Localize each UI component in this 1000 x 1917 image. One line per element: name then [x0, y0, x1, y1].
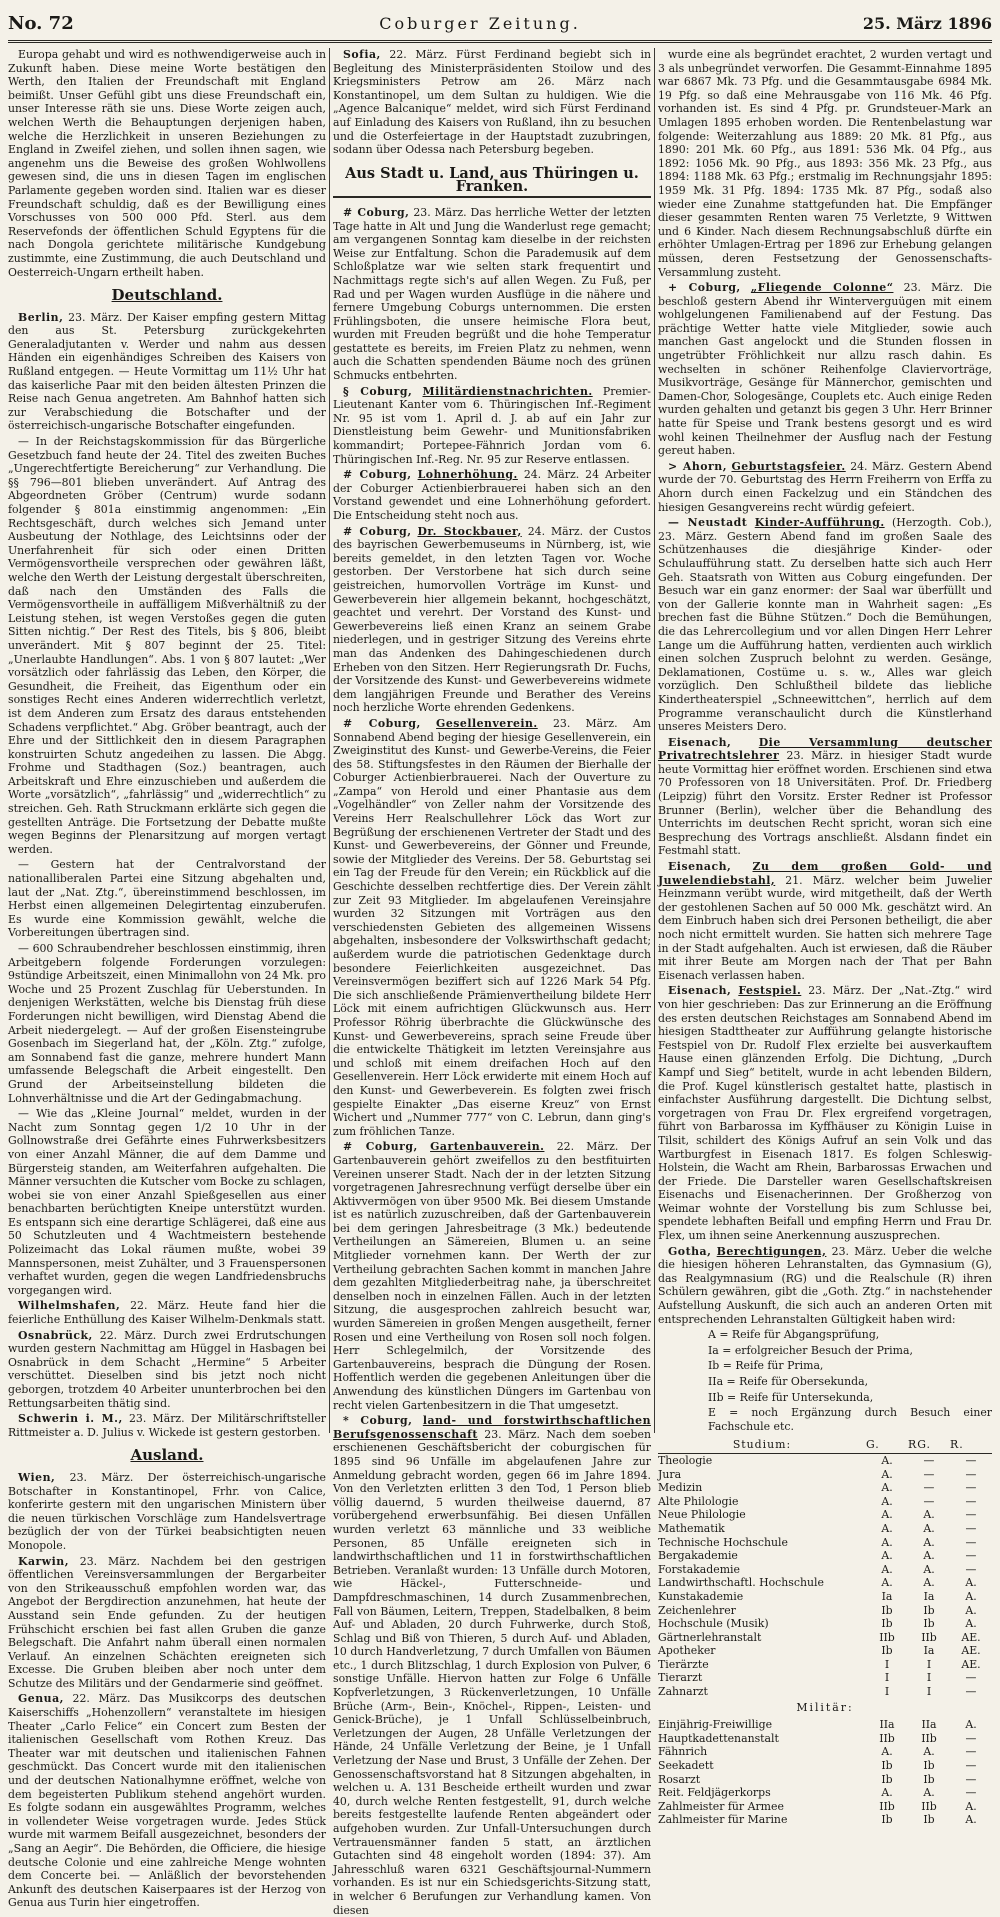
table-cell: A.	[923, 1745, 935, 1759]
table-cell: Ib	[923, 1603, 935, 1617]
section-heading-local: Aus Stadt u. Land, aus Thüringen u. Franken.	[333, 167, 651, 198]
row-label: Reit. Feldjägerkorps	[658, 1786, 771, 1800]
table-header-row	[658, 1437, 992, 1453]
military-table	[658, 1718, 992, 1827]
table-row	[658, 1732, 992, 1746]
table-cell: —	[965, 1786, 977, 1800]
table-cell: Ia	[923, 1644, 935, 1658]
column-3	[658, 48, 993, 1827]
table-cell: A.	[881, 1562, 893, 1576]
table-cell: —	[923, 1494, 935, 1508]
table-row	[658, 1773, 992, 1787]
section-heading-deutschland: Deutschland.	[111, 286, 223, 305]
article-militaer: § Coburg, Militärdienstnachrichten. Premier-Lieutenant Kanter vom 6. Thüringischen Inf.-Regiment Nr. 95 ist vom 1. April d. J. ab auf ein Jahr zur Dienstleistung beim Gewehr- und Munitionsfabriken kommandirt; Portepee-Fähnrich Jordan vom 6. Thüringischen Inf.-Reg. Nr. 95 zur Reserve entlassen.	[333, 384, 651, 466]
table-cell: A.	[923, 1576, 935, 1590]
article-berufsgenossenschaft: * Coburg, land- und forstwirthschaftlichen Berufsgenossenschaft 23. März. Nach dem soeben erschienenen Geschäftsbericht der coburgischen für 1895 sind 96 Unfälle im abgelaufenen Jahre zur Anmeldung gebracht worden, gegen 66 im Jahre 1894. Von den Verletzten erlitten 3 den Tod, 1 Person blieb völlig dauernd, 5 wurden theilweise dauernd, 87 vorübergehend erwerbsunfähig. Bei diesen Unfällen wurden verletzt 63 männliche und 33 weibliche Personen, 85 Unfälle ereigneten sich in landwirthschaftlichen und 11 in forstwirthschaftlichen Betrieben. Veranlaßt wurden: 13 Unfälle durch Motoren, wie Häckel-, Futterschneide- und Dampfdreschmaschinen, 14 durch Zusammenbrechen, Fall von Bäumen, Leitern, Treppen, Stadelbalken, 8 beim Auf- und Abladen, 20 durch Fuhrwerke, durch Stoß, Schlag und Biß von Thieren, 5 durch Auf- und Abladen, 10 durch Handverletzung, 7 durch Umfallen von Bäumen etc., 1 durch Blitzschlag, 1 durch Explosion von Pulver, 6 sonstige Unfälle. Hiervon hatten zur Folge 6 Unfälle Kopfverletzungen, 3 Rückenverletzungen, 10 Unfälle Brüche (Arm-, Bein-, Knöchel-, Rippen-, Leisten- und Genick-Brüche), je 1 Unfall Schlüsselbeinbruch, Verletzungen der Augen, 28 Unfälle Verletzungen der Hände, 24 Unfälle Verletzung der Beine, je 1 Unfall Verletzung der Nase und Brust, 3 Unfälle der Zehen. Der Genossenschaftsvorstand hat 8 Sitzungen abgehalten, in welchen u. A. 131 Bescheide ertheilt wurden und zwar 40, durch welche Renten festgestellt, 91, durch welche bereits festgestellte laufende Renten abgeändert oder aufgehoben wurden. Zur Unfall-Untersuchungen durch Vertrauensmänner fanden 5 statt, an ärztlichen Gutachten sind 48 eingeholt worden (1894: 37). Am Jahresschluß waren 6321 Geschäftsjournal-Nummern vorhanden. Es ist nur ein Schiedsgerichts-Sitzung statt, in welcher 6 Berufungen zur Verhandlung kamen. Von diesen	[333, 1414, 651, 1917]
table-cell: AE.	[961, 1644, 981, 1658]
study-rows	[658, 1453, 992, 1698]
table-cell: IIa	[921, 1718, 937, 1732]
table-cell: Ib	[881, 1813, 893, 1827]
table-row	[658, 1590, 992, 1604]
article-eisenach-versammlung: Eisenach, Die Versammlung deutscher Privatrechtslehrer 23. März. in hiesiger Stadt wurde heute Vormittag hier eröffnet worden. Erschienen sind etwa 70 Professoren von 18 Universitäten. Prof. Dr. Friedberg (Leipzig) führt den Vorsitz. Erster Redner ist Professor Brunner (Berlin), welcher über die Behandlung des Unterrichts im deutschen Recht spricht, woran sich eine Besprechung des Vortrags anschließt. Alsdann findet ein Festmahl statt.	[658, 735, 992, 858]
article-colonne: + Coburg, „Fliegende Colonne“ 23. März. Die beschloß gestern Abend ihr Winterverguügen mit einem wohlgelungenen Familienabend auf der Festung. Das prächtige Wetter hatte viele Mitglieder, sowie auch manchen Gast angelockt und die Stunden flossen in ungetrübter Fröhlichkeit nur allzu rasch dahin. Es wechselten in schöner Reihenfolge Claviervorträge, Musikvorträge, Gesänge für Männerchor, gemischten und Damen-Chor, Sologesänge, Couplets etc. Auch einige Reden wurden gehalten und getanzt bis gegen 3 Uhr. Herr Brinner hatte für Speise und Trank bestens gesorgt und es wird wohl keinen Theilnehmer der Ausflug nach der Festung gereut haben.	[658, 281, 992, 458]
table-cell: IIb	[879, 1630, 895, 1644]
entitlements-table	[658, 1437, 992, 1698]
table-cell: A.	[923, 1535, 935, 1549]
table-cell: A.	[923, 1521, 935, 1535]
table-cell: Ib	[881, 1759, 893, 1773]
table-row	[658, 1563, 992, 1577]
row-label: Bergakademie	[658, 1549, 738, 1563]
row-label: Fähnrich	[658, 1745, 708, 1759]
column-divider	[654, 48, 655, 1433]
table-cell: A.	[881, 1576, 893, 1590]
table-cell: —	[965, 1481, 977, 1495]
table-cell: —	[965, 1467, 977, 1481]
row-label: Zahnarzt	[658, 1685, 708, 1699]
article-gesellenverein: # Coburg, Gesellenverein. 23. März. Am Sonnabend Abend beging der hiesige Gesellenverein, ein Zweiginstitut des Kunst- und Gewerbe-Vereins, die Feier des 58. Stiftungsfestes in den Räumen der Bierhalle der Coburger Actienbierbrauerei. Nach der Ouverture zu „Zampa“ von Herold und einer Phantasie aus dem „Vogelhändler“ von Zeller nahm der Vorsitzende des Vereins Herr Realschullehrer Löck das Wort zur Begrüßung der erschienenen Vertreter der Stadt und des Kunst- und Gewerbevereins, der Gönner und Freunde, sowie der Mitglieder des Vereins. Der 58. Geburtstag sei ein Tag der Freude für den Verein; ein Rückblick auf die Geschichte desselben rechtfertige dies. Der Verein zählt zur Zeit 93 Mitglieder. Im abgelaufenen Vereinsjahre wurden 32 Sitzungen mit Vorträgen aus den verschiedensten Gebieten des allgemeinen Wissens abgehalten, insbesondere der Volkswirthschaft gedacht; außerdem wurde die patriotischen Gedenktage durch besondere Feierlichkeiten ausgezeichnet. Das Vereinsvermögen beziffert sich auf 1226 Mark 54 Pfg. Die sich anschließende Prämienvertheilung bildete Herr Löck mit einem aufrichtigen Glückwunsch aus. Herr Professor Röhrig überbrachte die Glückwünsche des Kunst- und Gewerbevereins, sprach seine Freude über die entwickelte Thätigkeit im letzten Vereinsjahre aus und schloß mit einem dreifachen Hoch auf den Gesellenverein. Herr Löck erwiderte mit einem Hoch auf den Kunst- und Gewerbeverein. Es folgten zwei frisch gespielte Einakter „Das eiserne Kreuz“ von Ernst Wichert und „Nummer 777“ von C. Lebrun, dann ging's zum fröhlichen Tanze.	[333, 716, 651, 1138]
column-header: RG.	[908, 1437, 950, 1453]
row-label: Hochschule (Musik)	[658, 1617, 769, 1631]
table-cell: Ia	[881, 1589, 893, 1603]
table-row	[658, 1495, 992, 1509]
row-label: Forstakademie	[658, 1562, 740, 1576]
table-cell: I	[926, 1671, 932, 1685]
row-label: Alte Philologie	[658, 1494, 739, 1508]
table-row	[658, 1549, 992, 1563]
table-cell: IIa	[879, 1718, 895, 1732]
row-label: Rosarzt	[658, 1772, 701, 1786]
column-header: R.	[950, 1437, 992, 1453]
table-row	[658, 1658, 992, 1672]
article-neustadt: — Neustadt Kinder-Aufführung. (Herzogth. Cob.), 23. März. Gestern Abend fand im großen Saale des Schützenhauses die diesjährige Kinder- oder Schulaufführung statt. Zu derselben hatte sich auch Herr Geh. Staatsrath von Witten aus Coburg eingefunden. Der Besuch war ein ganz enormer: der Saal war überfüllt und von der Gallerie konnte man in Wahrheit sagen: „Es brechen fast die Bühne Stützen.“ Doch die Bemühungen, die das Lehrercollegium und vor allen Dingen Herr Lehrer Lange um die Aufführung hatten, verdienten auch wirklich einen solchen Zuspruch belohnt zu werden. Gesänge, Deklamationen, Costüme u. s. w., Alles war gleich vorzüglich. Den Schlußtheil bildete das liebliche Kindertheaterspiel „Schneewittchen“, herrlich auf dem Programme veranschaulicht durch die Künstlerhand unseres Meisters Dero.	[658, 516, 992, 734]
military-rows	[658, 1718, 992, 1827]
table-cell: Ib	[881, 1617, 893, 1631]
row-label: Tierarzt	[658, 1671, 703, 1685]
masthead	[8, 6, 992, 43]
article-nationalliberal: — Gestern hat der Centralvorstand der nationalliberalen Partei eine Sitzung abgehalten und, laut der „Nat. Ztg.“, übereinstimmend beschlossen, im Herbst einen allgemeinen Delegirtentag einzuberufen. Es wurde eine Kommission gewählt, welche die Vorbereitungen übertragen sind.	[8, 858, 326, 940]
table-row	[658, 1800, 992, 1814]
table-cell: A.	[965, 1576, 977, 1590]
section-heading-ausland: Ausland.	[130, 1446, 204, 1465]
row-label: Einjährig-Freiwillige	[658, 1718, 773, 1732]
article-wien: Wien, 23. März. Der österreichisch-ungarische Botschafter in Konstantinopel, Frhr. von Calice, konferirte gestern mit den ungarischen Ministern über die neuen türkischen Vorschläge zum Handelsvertrage bezüglich der von der Türkei beabsichtigten neuen Monopole.	[8, 1470, 326, 1552]
table-cell: I	[926, 1657, 932, 1671]
table-cell: IIb	[921, 1731, 937, 1745]
row-label: Seekadett	[658, 1759, 714, 1773]
table-cell: Ib	[881, 1603, 893, 1617]
article-strike: — 600 Schraubendreher beschlossen einstimmig, ihren Arbeitgebern folgende Forderungen vorzulegen: 9stündige Arbeitszeit, einen Minimallohn von 24 Mk. pro Woche und 25 Prozent Zuschlag für Ueberstunden. In denjenigen Werkstätten, welche bis Dienstag früh diese Forderungen nicht bewilligen, wird Dienstag Abend die Arbeit niedergelegt. — Auf der großen Eisensteingrube Gosenbach im Siegerland hat, der „Köln. Ztg.“ zufolge, am Sonnabend fast die ganze, mehrere hundert Mann umfassende Belegschaft die Arbeit eingestellt. Den Grund der Arbeitseinstellung bildeten die Lohnverhältnisse und die Art der Gedingabmachung.	[8, 942, 326, 1105]
article-sofia: Sofia, 22. März. Fürst Ferdinand begiebt sich in Begleitung des Ministerpräsidenten Stoilow und des Kriegsministers Petrow am 26. März nach Konstantinopel, um dem Sultan zu huldigen. Wie die „Agence Balcanique“ meldet, wird sich Fürst Ferdinand auf Einladung des Kaisers von Rußland, ihn zu besuchen und die Osterfeiertage in der Hauptstadt zuzubringen, sodann über Odessa nach Petersburg begeben.	[333, 48, 651, 157]
row-label: Neue Philologie	[658, 1508, 746, 1522]
article-paragraph: wurde eine als begründet erachtet, 2 wurden vertagt und 3 als unbegründet verworfen. Die Gesammt-Einnahme 1895 war 6867 Mk. 73 Pfg. und die Gesammtausgabe 6984 Mk. 19 Pfg. so daß eine Mehrausgabe von 116 Mk. 46 Pfg. vorhanden ist. Es sind 4 Pfg. pr. Grundsteuer-Mark an Umlagen 1895 erhoben worden. Die Rentenbelastung war folgende: Weiterzahlung aus 1889: 20 Mk. 81 Pfg., aus 1890: 201 Mk. 60 Pfg., aus 1891: 536 Mk. 04 Pfg., aus 1892: 1056 Mk. 90 Pfg., aus 1893: 356 Mk. 23 Pfg., aus 1894: 1188 Mk. 63 Pfg.; erstmalig im Rechnungsjahr 1895: 1959 Mk. 31 Pfg. 1894: 1735 Mk. 87 Pfg., sodaß also wieder eine Zunahme stattgefunden hat. Die Empfänger dieser gesammten Renten waren 75 Verletzte, 9 Wittwen und 6 Kinder. Nach diesem Rechnungsabschluß dürfte ein erhöhter Umlagen-Ertrag per 1896 zur Erhebung gelangen müssen, deren Festsetzung der Genossenschafts-Versammlung zusteht.	[658, 48, 992, 279]
table-cell: A.	[881, 1481, 893, 1495]
table-cell: —	[965, 1759, 977, 1773]
table-cell: —	[965, 1745, 977, 1759]
row-label: Medizin	[658, 1481, 703, 1495]
column-2	[333, 48, 652, 1917]
table-cell: Ib	[923, 1772, 935, 1786]
table-row	[658, 1759, 992, 1773]
table-cell: I	[884, 1685, 890, 1699]
table-cell: A.	[965, 1813, 977, 1827]
table-row	[658, 1576, 992, 1590]
article-genua: Genua, 22. März. Das Musikcorps des deutschen Kaiserschiffs „Hohenzollern“ veranstaltete im hiesigen Theater „Carlo Felice“ ein Concert zum Besten der italienischen Gesellschaft vom Rothen Kreuz. Das Theater war mit deutschen und italienischen Fahnen geschmückt. Das Concert wurde mit den italienischen und der deutschen Nationalhymne eröffnet, welche von dem begeisterten Publikum stehend angehört wurden. Es folgte sodann ein ausgewähltes Programm, welches in vollendeter Weise vorgetragen wurde. Jedes Stück wurde mit warmem Beifall ausgezeichnet, besonders der „Sang an Aegir“. Die Behörden, die Officiere, die hiesige deutsche Colonie und eine zahlreiche Menge wohnten dem Concerte bei. — Anläßlich der bevorstehenden Ankunft des deutschen Kaiserpaares ist der Herzog von Genua aus Turin hier eingetroffen.	[8, 1692, 326, 1910]
column-divider	[329, 48, 330, 1433]
table-cell: —	[965, 1494, 977, 1508]
table-cell: IIb	[879, 1731, 895, 1745]
article-osnabrueck: Osnabrück, 22. März. Durch zwei Erdrutschungen wurden gestern Nachmittag am Hüggel in Hasbagen bei Osnabrück in dem Schacht „Hermine“ 5 Arbeiter verschüttet. Dieselben sind bis jetzt noch nicht geborgen, trotzdem 40 Arbeiter ununterbrochen bei den Rettungsarbeiten thätig sind.	[8, 1328, 326, 1410]
legend-line: IIb = Reife für Untersekunda,	[708, 1390, 874, 1404]
table-row	[658, 1481, 992, 1495]
table-cell: —	[923, 1481, 935, 1495]
table-row	[658, 1617, 992, 1631]
row-label: Gärtnerlehranstalt	[658, 1630, 762, 1644]
abbreviation-legend	[658, 1328, 992, 1433]
article-ahorn: > Ahorn, Geburtstagsfeier. 24. März. Gestern Abend wurde der 70. Geburtstag des Herrn Freiherrn von Erffa zu Ahorn durch einen Fackelzug und ein Ständchen des hiesigen Gesangvereins recht würdig gefeiert.	[658, 459, 993, 514]
table-row	[658, 1685, 992, 1699]
table-cell: A.	[965, 1617, 977, 1631]
legend-line: Ia = erfolgreicher Besuch der Prima,	[708, 1343, 913, 1357]
legend-line: IIa = Reife für Obersekunda,	[708, 1375, 869, 1388]
legend-line: E = noch Ergänzung durch Besuch einer Fachschule etc.	[708, 1406, 992, 1433]
row-label: Jura	[658, 1467, 682, 1481]
table-cell: A.	[923, 1549, 935, 1563]
table-row	[658, 1644, 992, 1658]
row-label: Zahlmeister für Marine	[658, 1813, 788, 1827]
table-cell: —	[965, 1671, 977, 1685]
table-row	[658, 1453, 992, 1467]
table-cell: —	[965, 1535, 977, 1549]
table-row	[658, 1813, 992, 1827]
table-cell: A.	[965, 1718, 977, 1732]
article-gartenbau: # Coburg, Gartenbauverein. 22. März. Der Gartenbauverein gehört zweifellos zu den bestfituirten Vereinen unserer Stadt. Nach der in der letzten Sitzung vorgetragenen Jahresrechnung verfügt derselbe über ein Aktivvermögen von über 9500 Mk. Bei diesem Umstande ist es natürlich zuzuschreiben, daß der Gartenbauverein bei dem geringen Jahresbeitrage (3 Mk.) bedeutende Vertheilungen an Sämereien, Blumen u. an seine Mitglieder vornehmen kann. Der Werth der zur Vertheilung gebrachten Sachen kommt in manchen Jahre dem gezahlten Mitgliederbeitrag nahe, ja überschreitet denselben noch in einzelnen Fällen. Auch in der letzten Sitzung, die ausgesprochen zahlreich besucht war, wurden Sämereien in großen Mengen ausgetheilt, ferner Rosen und eine Vertheilung von Rosen soll noch folgen. Herr Schlegelmilch, der Vorsitzende des Gartenbauvereins, besprach die Düngung der Rosen. Hoffentlich werden die gegebenen Anleitungen über die Anwendung des künstlichen Düngers im Gartenbau von recht vielen Gartenbesitzern in die That umgesetzt.	[333, 1140, 652, 1412]
table-cell: Ib	[881, 1644, 893, 1658]
table-cell: IIb	[921, 1799, 937, 1813]
row-label: Tierärzte	[658, 1657, 709, 1671]
table-cell: —	[965, 1772, 977, 1786]
table-cell: IIb	[921, 1630, 937, 1644]
table-cell: A.	[881, 1535, 893, 1549]
article-paragraph: Europa gehabt und wird es nothwendigerweise auch in Zukunft haben. Diese meine Worte bestätigen den Werth, den Italien der Freundschaft mit England beimißt. Unser Gefühl gibt uns diese Freundschaft ein, unser Interesse räth sie uns. Diese Worte zeigen auch, welchen Werth die Behauptungen derjenigen haben, welche die Herzlichkeit in unseren Beziehungen zu England in Zweifel ziehen, und sollen ihnen sagen, wie angenehm uns die Beweise des großen Wohlwollens gewesen sind, die uns in diesen Tagen im englischen Parlamente gegeben worden sind. Italien war es dieser Freundschaft schuldig, daß es der Bewilligung eines Vorschusses von 500 000 Pfd. Sterl. aus dem Reservefonds der öffentlichen Schuld Egyptens für die nach Dongola gerichtete militärische Kundgebung zustimmte, eine Zustimmung, die auch Deutschland und Oesterreich-Ungarn ertheilt haben.	[8, 48, 326, 279]
table-row	[658, 1786, 992, 1800]
table-cell: Ib	[923, 1617, 935, 1631]
article-reichstag: — In der Reichstagskommission für das Bürgerliche Gesetzbuch fand heute der 24. Titel des zweiten Buches „Ungerechtfertigte Bereicherung“ zur Verhandlung. Die §§ 796—801 blieben unverändert. Auf Antrag des Abgeordneten Gröber (Centrum) wurde sodann folgender § 801a einstimmig angenommen: „Ein Rechtsgeschäft, durch welches sich Jemand unter Ausbeutung der Nothlage, des Leichtsinns oder der Unerfahrenheit für sich oder einen Dritten Vermögensvortheile versprechen oder gewähren läßt, welche den Werth der Leistung dergestalt überschreiten, daß nach den Umständen des Falls die Vermögensvortheile in auffälligem Mißverhältniß zu der Leistung stehen, ist wegen Verstoßes gegen die guten Sitten nichtig.“ Der Rest des Titels, bis § 806, bleibt unverändert. Mit § 807 beginnt der 25. Titel: „Unerlaubte Handlungen“. Abs. 1 von § 807 lautet: „Wer vorsätzlich oder fahrlässig das Leben, den Körper, die Gesundheit, die Freiheit, das Eigenthum oder ein sonstiges Recht eines Anderen widerrechtlich verletzt, ist dem Anderen zum Ersatz des daraus entstehenden Schadens verpflichtet.“ Abg. Gröber beantragt, auch der Ehre und der Sittlichkeit den in diesem Paragraphen konstruirten Schutz angedeihen zu lassen. Die Abgg. Frohme und Stadthagen (Soz.) beantragen, auch Arbeitskraft und Ehre einzuschieben und außerdem die Worte „vorsätzlich“, „fahrlässig“ und „widerrechtlich“ zu streichen. Geh. Rath Struckmann erklärte sich gegen die gestellten Anträge. Die Fortsetzung der Debatte mußte wegen Beginns der Plenarsitzung auf morgen vertagt werden.	[8, 435, 326, 856]
table-row	[658, 1536, 992, 1550]
table-row	[658, 1604, 992, 1618]
article-kleine-journal: — Wie das „Kleine Journal“ meldet, wurden in der Nacht zum Sonntag gegen 1/2 10 Uhr in der Gollnowstraße drei Gefährte eines Fuhrwerksbesitzers von einer Anzahl Männer, die auf dem Damme und Bürgersteig standen, am Weiterfahren aufgehalten. Die Männer versuchten die Kutscher vom Bocke zu schlagen, wobei sie von einer Anzahl Spießgesellen aus einer benachbarten berüchtigten Kneipe unterstützt wurden. Es entspann sich eine derartige Schlägerei, daß eine aus 50 Schutzleuten und 4 Wachtmeistern bestehende Polizeimacht das Lokal räumen mußte, wobei 39 Mannspersonen, meist Zuhälter, und 3 Frauenspersonen verhaftet wurden, gegen die wegen Landfriedensbruchs vorgegangen wird.	[8, 1107, 326, 1297]
article-festspiel: Eisenach, Festspiel. 23. März. Der „Nat.-Ztg.“ wird von hier geschrieben: Das zur Erinnerung an die Eröffnung des ersten deutschen Reichstages am Sonnabend Abend im hiesigen Stadttheater zur Aufführung gelangte historische Festspiel von Dr. Rudolf Flex erzielte bei ausverkauftem Hause einen glänzenden Erfolg. Die Dichtung, „Durch Kampf und Sieg“ betitelt, wurde in acht lebenden Bildern, die Prof. Kugel künstlerisch gestaltet hatte, plastisch in einfachster Ausführung dargestellt. Die Dichtung selbst, vorgetragen von Frau Dr. Flex ergreifend vorgetragen, führt von Barbarossa im Kyffhäuser zu Königin Luise in Tilsit, schildert des Königs Aufruf an sein Volk und das Wartburgfest in Eisenach 1817. Es folgen Schleswig-Holstein, die Wacht am Rhein, Barbarossas Erwachen und der Friede. Die Darsteller waren Gesellschaftskreisen Eisenachs und Eisenacherinnen. Der Großherzog von Weimar wohnte der Vorstellung bis zum Schlusse bei, spendete lebhaften Beifall und empfing Herrn und Frau Dr. Flex, um ihnen seine Anerkennung auszusprechen.	[658, 984, 993, 1243]
row-label: Apotheker	[658, 1644, 716, 1658]
table-cell: Ib	[881, 1772, 893, 1786]
table-row	[658, 1671, 992, 1685]
article-wetter: # Coburg, 23. März. Das herrliche Wetter der letzten Tage hatte in Alt und Jung die Wanderlust rege gemacht; am vergangenen Sonntag kam dieselbe in der reichsten Weise zur Entfaltung. Schon die Parademusik auf dem Schloßplatze war wie selten stark frequentirt und Nachmittags regte sich's auf allen Wegen. Zu Fuß, per Rad und per Wagen wurden Ausflüge in die nähere und fernere Umgebung Coburgs unternommen. Die ersten Frühlingsboten, die unsere heimische Flora beut, wurden mit Freuden begrüßt und die hohe Temperatur gestattete es bereits, im Freien Platz zu nehmen, wenn auch die Schatten spendenden Bäume noch des grünen Schmucks entbehrten.	[333, 205, 651, 383]
column-header: G.	[866, 1437, 908, 1453]
table-cell: Ib	[923, 1813, 935, 1827]
table-cell: A.	[965, 1799, 977, 1813]
table-cell: —	[923, 1453, 935, 1467]
row-label: Hauptkadettenanstalt	[658, 1731, 779, 1745]
table-cell: A.	[881, 1549, 893, 1563]
table-cell: —	[965, 1731, 977, 1745]
table-cell: AE.	[961, 1657, 981, 1671]
table-row	[658, 1522, 992, 1536]
table-cell: A.	[881, 1494, 893, 1508]
table-cell: I	[926, 1685, 932, 1699]
row-label: Mathematik	[658, 1521, 725, 1535]
table-cell: A.	[881, 1467, 893, 1481]
table-cell: —	[965, 1685, 977, 1699]
table-cell: A.	[923, 1562, 935, 1576]
article-karwin: Karwin, 23. März. Nachdem bei den gestrigen öffentlichen Vereinsversammlungen der Bergarbeiter von den Strikeausschuß empfohlen worden war, das Angebot der Bergdirection anzunehmen, hat heute der Ausstand sein Ende gefunden. Zu der heutigen Frühschicht erschien bei fast allen Gruben die ganze Belegschaft. Die Anfahrt nahm überall einen normalen Verlauf. An einzelnen Schächten ereigneten sich Excesse. Die Gruben bleiben aber noch unter dem Schutze des Militärs und der Gendarmerie sind geöffnet.	[8, 1554, 326, 1690]
article-gotha: Gotha, Berechtigungen, 23. März. Ueber die welche die hiesigen höheren Lehranstalten, das Gymnasium (G), das Realgymnasium (RG) und die Realschule (R) ihren Schülern gewähren, gibt die „Goth. Ztg.“ in nachstehender Aufstellung Auskunft, die sich auch an anderen Orten mit entsprechenden Lehranstalten Gültigkeit haben wird:	[658, 1244, 992, 1326]
column-1	[8, 48, 326, 1910]
table-cell: A.	[881, 1508, 893, 1522]
article-stockbauer: # Coburg, Dr. Stockbauer, 24. März. der Custos des bayrischen Gewerbemuseums in Nürnberg, ist, wie bereits gemeldet, in den letzten Tagen vor. Woche gestorben. Der Verstorbene hat sich durch seine geistreichen, humorvollen Vorträge im Kunst- und Gewerbeverein hier allgemein bekannt, hochgeschätzt, geachtet und verehrt. Der Vorstand des Kunst- und Gewerbevereins ließ einen Kranz an seinem Grabe niederlegen, und in gestriger Sitzung des Vereins ehrte man das Andenken des Dahingeschiedenen durch Erheben von den Sitzen. Herr Regierungsrath Dr. Fuchs, der Vorsitzende des Kunst- und Gewerbevereins widmete dem langjährigen Freunde und Berather des Vereins noch herzliche Worte ehrenden Gedenkens.	[333, 524, 651, 715]
table-cell: AE.	[961, 1630, 981, 1644]
article-berlin: Berlin, 23. März. Der Kaiser empfing gestern Mittag den aus St. Petersburg zurückgekehrten Generaladjutanten v. Werder und nahm aus dessen Händen ein eigenhändiges Schreiben des Kaisers von Rußland entgegen. — Heute Vormittag um 11½ Uhr hat das kaiserliche Paar mit den beiden ältesten Prinzen die Reise nach Genua angetreten. Am Bahnhof hatten sich zur Verabschiedung die Botschafter und der österreichisch-ungarische Botschafter eingefunden.	[8, 310, 326, 433]
military-heading: Militär:	[796, 1700, 854, 1714]
table-row	[658, 1468, 992, 1482]
table-cell: A.	[881, 1521, 893, 1535]
table-cell: I	[884, 1657, 890, 1671]
article-lohn: # Coburg, Lohnerhöhung. 24. März. 24 Arbeiter der Coburger Actienbierbrauerei haben sich an den Vorstand gewendet und eine Lohnerhöhung gefordert. Die Entscheidung steht noch aus.	[333, 468, 652, 522]
table-cell: A.	[923, 1786, 935, 1800]
row-label: Theologie	[658, 1453, 713, 1467]
table-cell: Ia	[923, 1589, 935, 1603]
table-cell: A.	[965, 1603, 977, 1617]
newspaper-title: Coburger Zeitung.	[379, 13, 581, 33]
table-cell: —	[965, 1549, 977, 1563]
table-row	[658, 1508, 992, 1522]
table-cell: A.	[881, 1745, 893, 1759]
table-row	[658, 1718, 992, 1732]
table-cell: IIb	[879, 1799, 895, 1813]
table-row	[658, 1631, 992, 1645]
table-row	[658, 1745, 992, 1759]
row-label: Kunstakademie	[658, 1589, 744, 1603]
row-label: Landwirthschaftl. Hochschule	[658, 1576, 824, 1590]
issue-date: 25. März 1896	[862, 13, 992, 33]
row-label: Technische Hochschule	[658, 1535, 788, 1549]
row-label: Zahlmeister für Armee	[658, 1799, 784, 1813]
table-cell: —	[965, 1562, 977, 1576]
issue-number: No. 72	[8, 12, 74, 34]
column-header: Studium:	[658, 1437, 866, 1453]
article-schwerin: Schwerin i. M., 23. März. Der Militärschriftsteller Rittmeister a. D. Julius v. Wickede ist gestern gestorben.	[8, 1412, 326, 1439]
row-label: Zeichenlehrer	[658, 1603, 736, 1617]
table-cell: A.	[881, 1453, 893, 1467]
table-cell: —	[965, 1453, 977, 1467]
legend-line: A = Reife für Abgangsprüfung,	[708, 1328, 880, 1342]
table-cell: —	[965, 1521, 977, 1535]
table-cell: —	[923, 1467, 935, 1481]
table-cell: —	[965, 1508, 977, 1522]
table-cell: A.	[881, 1786, 893, 1800]
table-cell: A.	[965, 1589, 977, 1603]
article-eisenach-diebstahl: Eisenach, Zu dem großen Gold- und Juwelendiebstahl, 21. März. welcher beim Juwelier Heinzmann verübt wurde, wird mitgetheilt, daß der Werth der gestohlenen Sachen auf 50 000 Mk. geschätzt wird. An dem Einbruch haben sich drei Personen betheiligt, die aber noch nicht ermittelt wurden. Sie hatten sich mehrere Tage in der Stadt aufgehalten. Auch ist erwiesen, daß die Räuber mit ihrer Beute am Morgen nach der That per Bahn Eisenach verlassen haben.	[658, 860, 992, 982]
table-cell: A.	[923, 1508, 935, 1522]
article-wilhelmshafen: Wilhelmshafen, 22. März. Heute fand hier die feierliche Enthüllung des Kaiser Wilhelm-Denkmals statt.	[8, 1299, 326, 1327]
legend-line: Ib = Reife für Prima,	[708, 1359, 824, 1373]
table-cell: I	[884, 1671, 890, 1685]
table-cell: Ib	[923, 1759, 935, 1773]
